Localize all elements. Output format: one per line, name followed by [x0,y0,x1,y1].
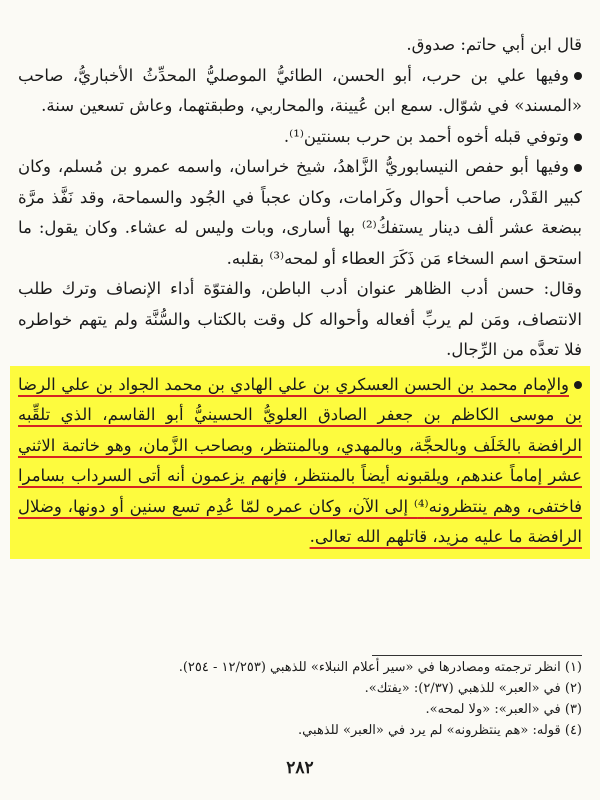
footnote-3: (٣) في «العبر»: «ولا لمحه». [425,702,582,717]
main-text [18,30,582,559]
footnote-divider [372,655,582,656]
footnotes [18,657,582,741]
paragraph-3: وفيها أبو حفص النيسابوريُّ الزَّاهدُ، شيخ خراسان، واسمه عمرو بن مُسلم، وكان كبير القَدْر، صاحب أحوال وكَرامات، وكان عجباً في الجُود والسماحة، وقد نَفَّذ مرَّة ببضعة عشر ألف دينار يستفكُ⁽²⁾ بها أسارى، وبات وليس له عشاء. وكان يقول: ما استحق اسم السخاء مَن ذَكَرَ العطاء أو لمحه⁽³⁾ بقلبه. [18,157,582,268]
bullet-icon [574,164,582,172]
paragraph-1: وفيها علي بن حرب، أبو الحسن، الطائيُّ الموصليُّ المحدِّثُ الأخباريُّ، صاحب «المسند» في شوّال. سمع ابن عُيينة، والمحاربي، وطبقتهما، وعاش تسعين سنة. [18,65,582,115]
paragraph-4: وقال: حسن أدب الظاهر عنوان أدب الباطن، والفتوّة أداء الإنصاف وترك طلب الانتصاف، ومَن لم يربِّ أفعاله وأحواله كل وقت بالكتاب والسُّنَّة ولم يتهم خواطره فلا تعدَّه من الرِّجال. [18,279,582,359]
footnote-1: (١) انظر ترجمته ومصادرها في «سير أعلام النبلاء» للذهبي (١٢/٢٥٣ - ٢٥٤). [178,660,582,675]
footnote-4: (٤) قوله: «هم ينتظرونه» لم يرد في «العبر» للذهبي. [298,723,582,738]
bullet-icon [574,72,582,80]
page-number: ٢٨٢ [286,758,314,778]
bullet-icon [574,381,582,389]
bullet-icon [574,133,582,141]
highlighted-paragraph [10,366,590,559]
footnote-2: (٢) في «العبر» للذهبي (٢/٣٧): «يفتك». [364,681,582,696]
paragraph-2: وتوفي قبله أخوه أحمد بن حرب بسنتين⁽¹⁾. [18,122,582,153]
paragraph-0: قال ابن أبي حاتم: صدوق. [406,35,582,54]
highlighted-text: والإمام محمد بن الحسن العسكري بن علي الهادي بن محمد الجواد بن علي الرضا بن موسى الكاظم بن جعفر الصادق العلويُّ الحسينيُّ أبو القاسم، الذي تلقِّبه الرافضة بالخَلَف وبالحجَّة، وبالمهدي، وبالمنتظر، وبصاحب الزَّمان، وهو خاتمة الاثني عشر إماماً عندهم، ويلقبونه أيضاً بالمنتظر، فإنهم يزعمون أنه أتى السرداب بسامرا فاختفى، وهم ينتظرونه⁽⁴⁾ إلى الآن، وكان عمره لمّا عُدِم تسع سنين أو دونها، وضلال الرافضة ما عليه مزيد، قاتلهم الله تعالى. [18,374,582,546]
